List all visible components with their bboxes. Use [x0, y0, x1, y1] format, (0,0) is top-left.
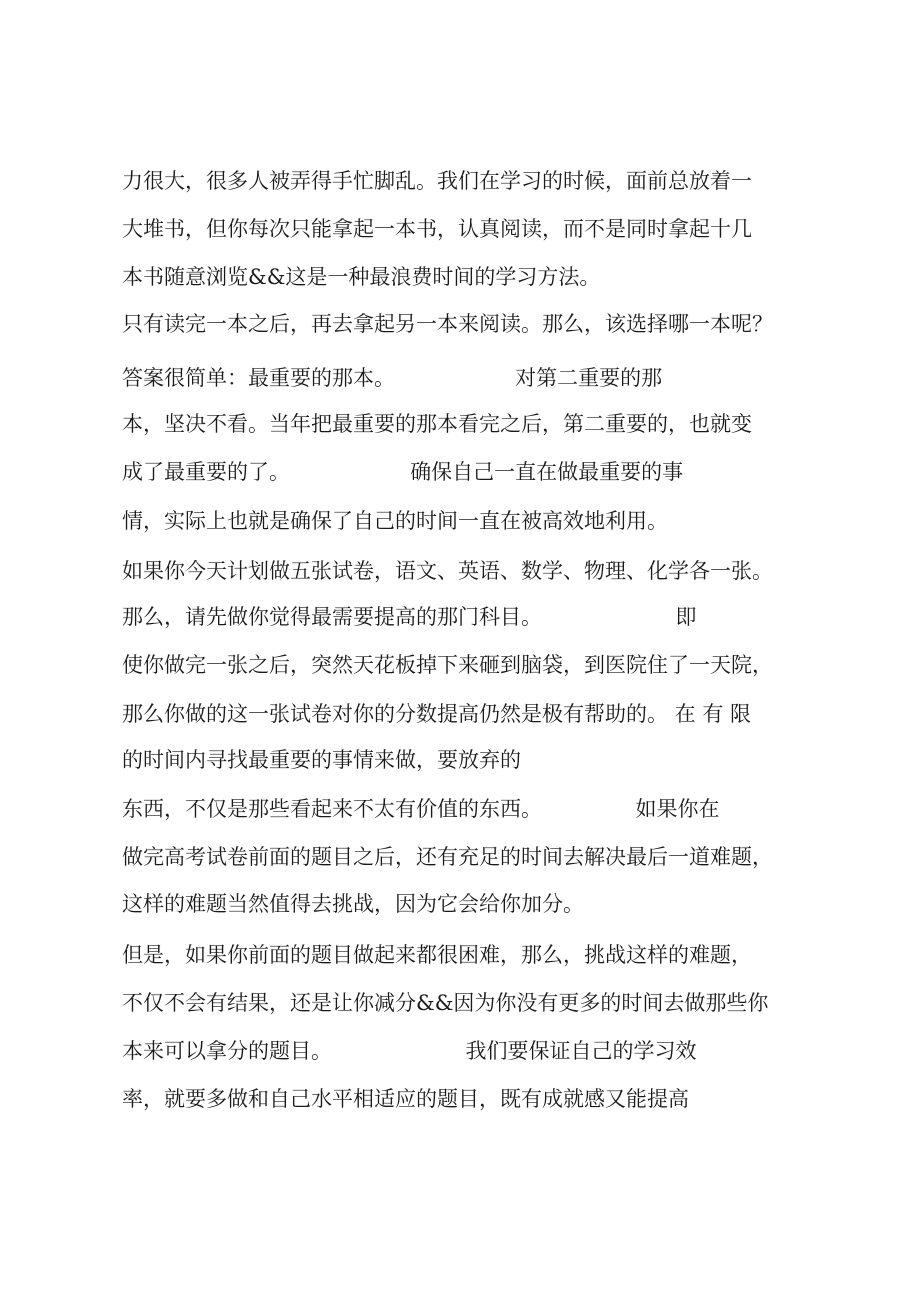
text-line-18: 不仅不会有结果，还是让你减分&&因为你没有更多的时间去做那些你 — [122, 991, 769, 1015]
text-line-2: 大堆书，但你每次只能拿起一本书，认真阅读，而不是同时拿起十几 — [122, 217, 752, 241]
text-line-14: 东西，不仅是那些看起来不太有价值的东西。 如果你在 — [122, 797, 720, 821]
text-line-12: 那么你做的这一张试卷对你的分数提高仍然是极有帮助的。 在 有 限 — [122, 702, 752, 726]
text-line-9: 如果你今天计划做五张试卷，语文、英语、数学、物理、化学各一张。 — [122, 559, 773, 583]
text-line-13: 的时间内寻找最重要的事情来做，要放弃的 — [122, 748, 521, 772]
text-line-19: 本来可以拿分的题目。 我们要保证自己的学习效 — [122, 1039, 697, 1063]
text-line-17: 但是，如果你前面的题目做起来都很困难，那么，挑战这样的难题， — [122, 943, 752, 967]
text-line-4: 只有读完一本之后，再去拿起另一本来阅读。那么，该选择哪一本呢？ — [122, 312, 773, 336]
text-line-11: 使你做完一张之后，突然天花板掉下来砸到脑袋，到医院住了一天院， — [122, 653, 773, 677]
text-line-3: 本书随意浏览&&这是一种最浪费时间的学习方法。 — [122, 265, 601, 289]
text-line-15: 做完高考试卷前面的题目之后，还有充足的时间去解决最后一道难题， — [122, 845, 773, 869]
text-line-1: 力很大，很多人被弄得手忙脚乱。我们在学习的时候，面前总放着一 — [122, 169, 752, 193]
text-line-5: 答案很简单：最重要的那本。 对第二重要的那 — [122, 366, 663, 390]
text-line-10: 那么，请先做你觉得最需要提高的那门科目。 即 — [122, 605, 697, 629]
text-line-16: 这样的难题当然值得去挑战，因为它会给你加分。 — [122, 892, 584, 916]
text-line-20: 率，就要多做和自己水平相适应的题目，既有成就感又能提高 — [122, 1087, 689, 1111]
text-line-8: 情，实际上也就是确保了自己的时间一直在被高效地利用。 — [122, 509, 668, 533]
text-line-6: 本，坚决不看。当年把最重要的那本看完之后，第二重要的，也就变 — [122, 412, 752, 436]
text-line-7: 成了最重要的了。 确保自己一直在做最重要的事 — [122, 460, 684, 484]
